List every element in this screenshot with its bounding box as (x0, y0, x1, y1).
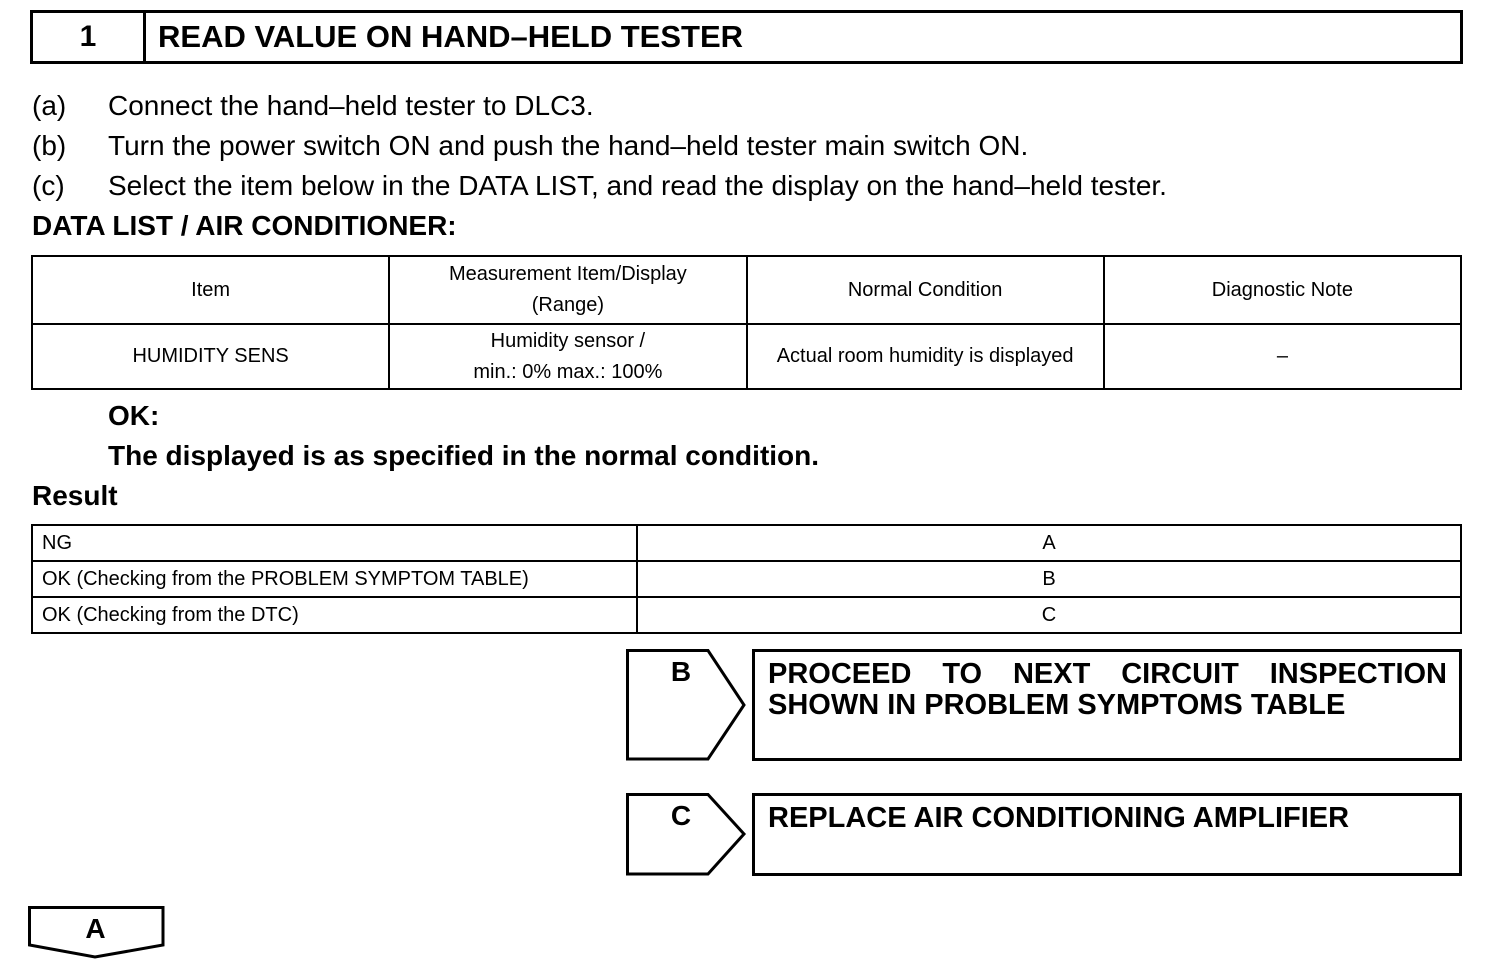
result-condition: OK (Checking from the DTC) (32, 597, 637, 633)
branch-b-action-line1: PROCEED TO NEXT CIRCUIT INSPECTION (768, 658, 1447, 690)
cell-measurement (389, 324, 746, 389)
instruction-c (32, 168, 1167, 204)
instruction-b (32, 128, 1028, 164)
instruction-label: (b) (32, 130, 67, 161)
table-row (32, 324, 1461, 389)
header-item: Item (32, 256, 389, 324)
cell-item: HUMIDITY SENS (32, 324, 389, 389)
instruction-a (32, 88, 594, 124)
ok-text: The displayed is as specified in the normal condition. (108, 440, 820, 471)
header-normal-condition: Normal Condition (747, 256, 1104, 324)
result-table (31, 524, 1462, 634)
cell-measurement-line2: min.: 0% max.: 100% (473, 360, 663, 383)
next-step-letter: A (85, 913, 106, 944)
instruction-label: (c) (32, 170, 65, 201)
step-title: READ VALUE ON HAND–HELD TESTER (158, 19, 744, 54)
branch-b-letter: B (670, 656, 692, 687)
ok-label: OK: (108, 400, 160, 431)
header-measurement-line1: Measurement Item/Display (448, 263, 687, 285)
table-header-row (32, 256, 1461, 324)
result-value: A (637, 525, 1461, 561)
instruction-text: Select the item below in the DATA LIST, and read the display on the hand–held tester. (108, 170, 1167, 201)
branch-b-action-box (752, 649, 1462, 761)
header-measurement (389, 256, 746, 324)
branch-c-action-line1: REPLACE AIR CONDITIONING AMPLIFIER (768, 802, 1350, 834)
table-row (32, 561, 1461, 597)
data-list-heading: DATA LIST / AIR CONDITIONER: (32, 210, 457, 241)
result-condition: OK (Checking from the PROBLEM SYMPTOM TABLE) (32, 561, 637, 597)
header-diagnostic-note: Diagnostic Note (1104, 256, 1461, 324)
branch-b-action-line2: SHOWN IN PROBLEM SYMPTOMS TABLE (768, 689, 1346, 721)
step-header (30, 10, 1463, 64)
table-row (32, 525, 1461, 561)
branch-c-letter: C (670, 800, 692, 831)
header-measurement-line2: (Range) (531, 294, 604, 316)
table-row (32, 597, 1461, 633)
cell-measurement-line1: Humidity sensor / (490, 329, 646, 352)
branch-c-action-box (752, 793, 1462, 876)
step-number: 1 (33, 13, 146, 61)
data-list-table (31, 255, 1462, 390)
instruction-label: (a) (32, 90, 67, 121)
instruction-text: Connect the hand–held tester to DLC3. (108, 90, 594, 121)
result-condition: NG (32, 525, 637, 561)
result-heading: Result (32, 480, 118, 511)
cell-diagnostic-note: – (1104, 324, 1461, 389)
cell-normal-condition: Actual room humidity is displayed (747, 324, 1104, 389)
result-value: B (637, 561, 1461, 597)
result-value: C (637, 597, 1461, 633)
instruction-text: Turn the power switch ON and push the hand–held tester main switch ON. (108, 130, 1029, 161)
